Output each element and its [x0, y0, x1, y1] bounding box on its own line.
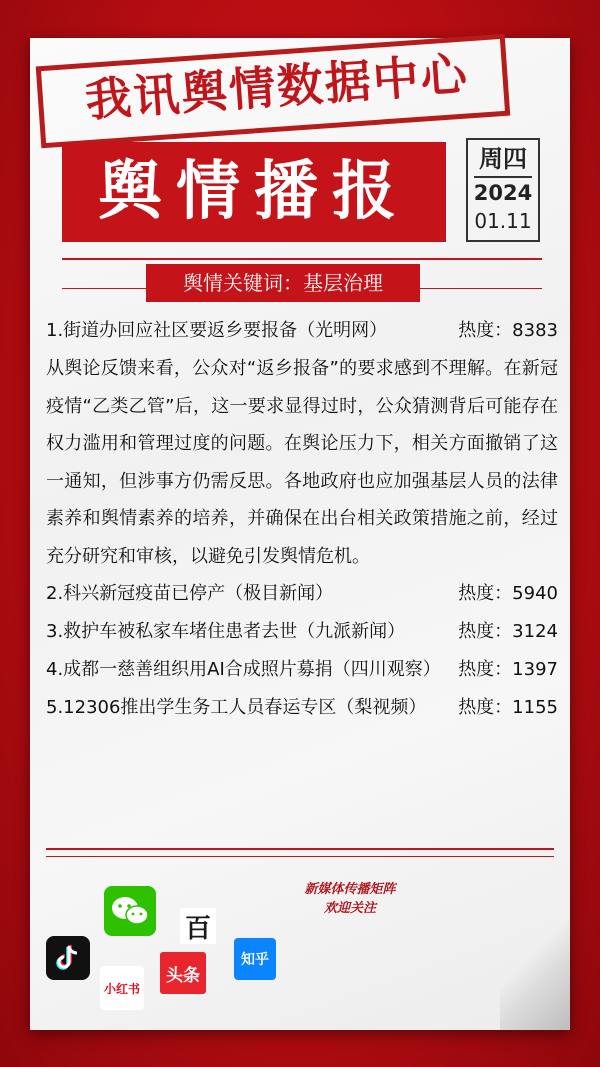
xiaohongshu-icon[interactable]: 小红书 [100, 966, 144, 1010]
date-year: 2024 [473, 181, 533, 205]
item-title: 2.科兴新冠疫苗已停产（极目新闻） [46, 583, 334, 604]
date-box [466, 138, 540, 242]
top-rule [62, 258, 542, 260]
date-weekday: 周四 [479, 145, 527, 173]
commentary: 从舆论反馈来看，公众对“返乡报备”的要求感到不理解。在新冠疫情“乙类乙管”后，这一要求显得过时，公众猜测背后可能存在权力滥用和管理过度的问题。在舆论压力下，相关方面撤销了这一通知，但涉事方仍需反思。各地政府也应加强基层人员的法律素养和舆情素养的培养，并确保在出台相关政策措施之前，经过充分研究和审核，以避免引发舆情危机。 [46, 358, 558, 567]
item-title: 5.12306推出学生务工人员春运专区（梨视频） [46, 697, 427, 718]
item-heat: 热度：8383 [458, 320, 558, 341]
item-title: 3.救护车被私家车堵住患者去世（九派新闻） [46, 621, 406, 642]
list-item[interactable] [46, 613, 558, 651]
bottom-rule [46, 848, 554, 850]
item-heat: 热度：5940 [458, 583, 558, 604]
headline: 舆情播报 [62, 142, 446, 242]
wechat-icon[interactable] [104, 886, 156, 936]
stamp-title: 我讯舆情数据中心 [83, 46, 471, 128]
date-monthday: 01.11 [474, 209, 532, 233]
item-title: 4.成都一慈善组织用AI合成照片募捐（四川观察） [46, 659, 441, 680]
list-item[interactable] [46, 651, 558, 689]
item-heat: 热度：3124 [458, 621, 558, 642]
toutiao-icon[interactable]: 头条 [160, 952, 206, 994]
tiktok-icon[interactable] [46, 936, 90, 980]
item-heat: 热度：1155 [458, 697, 558, 718]
media-title: 新媒体传播矩阵 欢迎关注 [304, 882, 396, 916]
item-heat: 热度：1397 [458, 659, 558, 680]
list-item[interactable] [46, 575, 558, 613]
list-item[interactable] [46, 689, 558, 727]
item-title: 1.街道办回应社区要返乡要报备（光明网） [46, 320, 388, 341]
list-item[interactable] [46, 312, 558, 350]
baidu-icon[interactable]: 百 [180, 908, 216, 944]
zhihu-icon[interactable]: 知乎 [234, 938, 276, 980]
content [46, 312, 558, 727]
bottom-rule-thin [46, 856, 554, 857]
keyword-banner: 舆情关键词：基层治理 [146, 264, 420, 302]
